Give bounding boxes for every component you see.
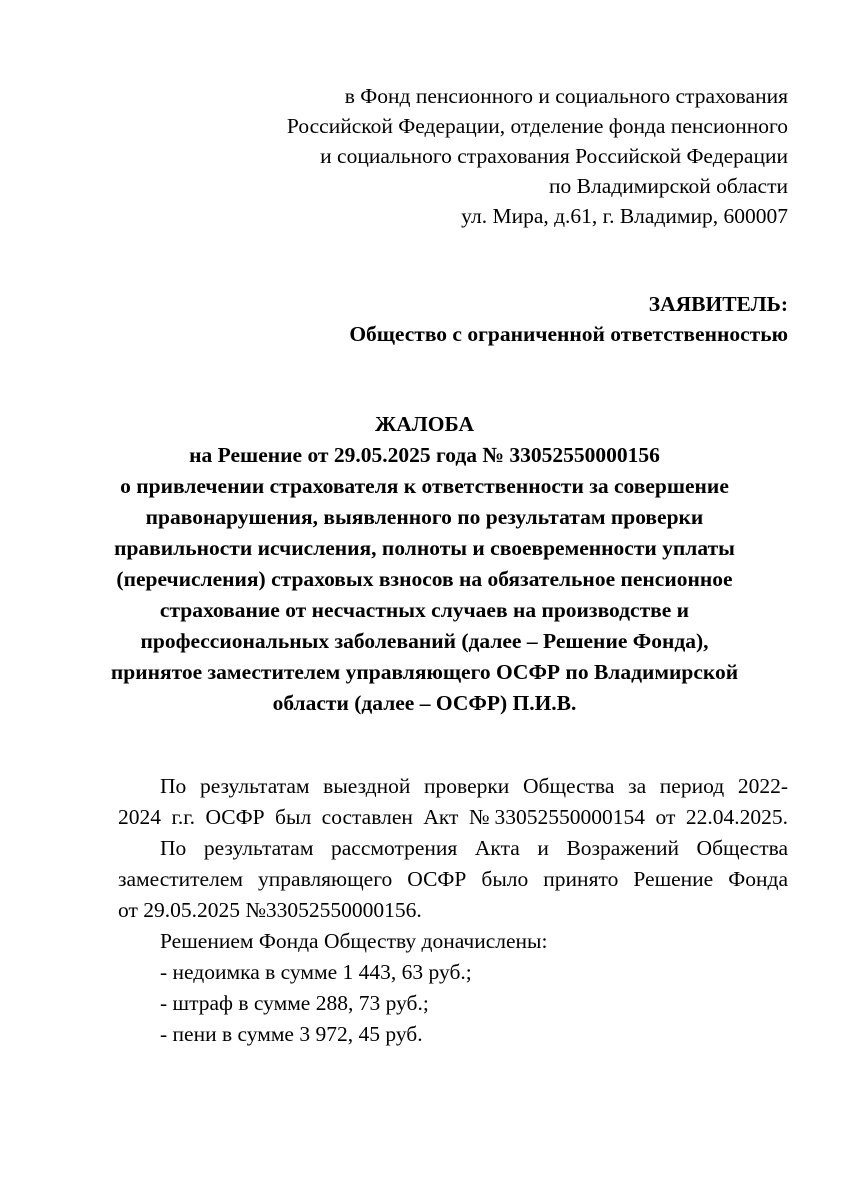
addressee-line: и социального страхования Российской Федерации — [320, 144, 788, 168]
list-item: - недоимка в сумме 1 443, 63 руб.; — [160, 960, 472, 984]
list-item: - штраф в сумме 288, 73 руб.; — [160, 991, 429, 1015]
applicant-block — [349, 289, 788, 349]
complaint-body — [118, 771, 788, 1050]
addressee-line: Российской Федерации, отделение фонда пенсионного — [286, 114, 788, 138]
complaint-title — [100, 409, 749, 719]
addressee-line: по Владимирской области — [549, 174, 788, 198]
addressee-block — [287, 81, 788, 231]
paragraph-3-intro: Решением Фонда Обществу доначислены: — [160, 929, 548, 953]
title-line: принятое заместителем управляющего ОСФР по Владимирской — [110, 660, 739, 684]
title-line: (перечисления) страховых взносов на обязательное пенсионное — [116, 567, 733, 591]
paragraph-2-line: от 29.05.2025 №33052550000156. — [118, 898, 422, 922]
paragraph-1-line: 2024 г.г. ОСФР был составлен Акт №33052550000154 от 22.04.2025. — [118, 805, 788, 829]
addressee-address: ул. Мира, д.61, г. Владимир, 600007 — [461, 204, 788, 228]
title-line: правонарушения, выявленного по результатам проверки — [145, 505, 704, 529]
paragraph-2-line: заместителем управляющего ОСФР было принято Решение Фонда — [118, 867, 788, 891]
applicant-name: Общество с ограниченной ответственностью — [349, 322, 788, 346]
title-line: области (далее – ОСФР) П.И.В. — [272, 691, 577, 715]
list-item: - пени в сумме 3 972, 45 руб. — [160, 1022, 423, 1046]
title-line: профессиональных заболеваний (далее – Решение Фонда), — [140, 629, 709, 653]
title-line: правильности исчисления, полноты и своевременности уплаты — [114, 536, 735, 560]
title-line: страхование от несчастных случаев на производстве и — [159, 598, 690, 622]
addressee-line: в Фонд пенсионного и социального страхования — [344, 84, 788, 108]
applicant-label: ЗАЯВИТЕЛЬ: — [648, 292, 788, 316]
title-heading: ЖАЛОБА — [375, 412, 474, 436]
title-line: о привлечении страхователя к ответственности за совершение — [120, 474, 729, 498]
paragraph-2-line: По результатам рассмотрения Акта и Возражений Общества — [160, 836, 788, 860]
paragraph-1-line: По результатам выездной проверки Общества за период 2022- — [160, 774, 788, 798]
title-line: на Решение от 29.05.2025 года № 33052550000156 — [189, 443, 660, 467]
